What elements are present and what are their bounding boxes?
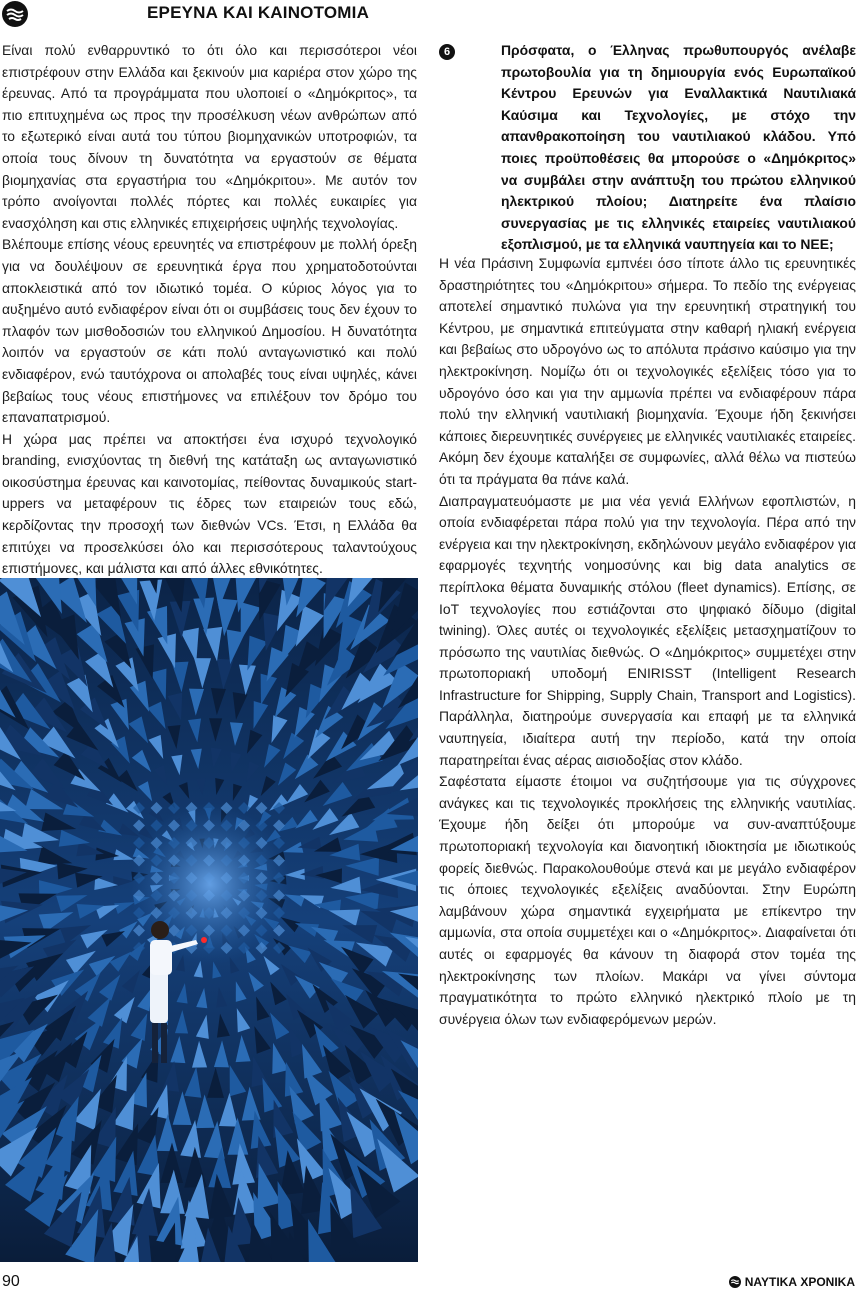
section-title: ΕΡΕΥΝΑ ΚΑΙ ΚΑΙΝΟΤΟΜΙΑ	[147, 3, 370, 22]
paragraph: Σαφέστατα είμαστε έτοιμοι να συζητήσουμε για τις σύγχρονες ανάγκες και τις τεχνολογικές προκλήσεις της ελληνικής ναυτιλίας. Έχουμε ήδη δείξει ότι μπορούμε να συν-αναπτύξουμε πρωτοποριακή τεχνολογία και διανοητική ιδιοκτησία με ιδιωτικούς φορείς διεθνώς. Παρακολουθούμε στενά και με μεγάλο ενδιαφέρον τις όποιες τεχνολογικές εξελίξεις αναδύονται. Στην Ευρώπη λαμβάνουν χώρα σημαντικά εγχειρήματα με επίκεντρο την αμμωνία, στα οποία συμμετέχει και ο «Δημόκριτος». Διαφαίνεται ότι αυτές οι εφαρμογές θα κάνουν τη διαφορά στον τομέα της ηλεκτροκίνησης των πλοίων. Μακάρι να γίνει σύντομα πραγματικότητα το πρώτο ελληνικό ηλεκτρικό πλοίο με τη συνέργεια όλων των ενδιαφερόμενων μερών.	[439, 773, 856, 1027]
paragraph: Η χώρα μας πρέπει να αποκτήσει ένα ισχυρό τεχνολογικό branding, ενισχύοντας τη διεθνή της κατάταξη ως ανταγωνιστικό οικοσύστημα έρευνας και καινοτομίας, πείθοντας δυναμικούς start-uppers να μεταφέρουν τις έδρες των εταιρειών τους εδώ, κερδίζοντας την προσοχή των διεθνών VCs. Έτσι, η Ελλάδα θα επιτύχει να προσελκύσει όλο και περισσότερους ταλαντούχους επιστήμονες, και μάλιστα και από άλλες εθνικότητες.	[2, 430, 417, 577]
page-number: 90	[2, 1273, 20, 1290]
paragraph: Η νέα Πράσινη Συμφωνία εμπνέει όσο τίποτε άλλο τις ερευνητικές δραστηριότητες του «Δημόκριτου» σήμερα. Το πεδίο της ενέργειας αποτελεί σημαντικό πυλώνα για την ερευνητική στρατηγική του Κέντρου, με σημαντικά επιτεύγματα στην καθαρή ηλιακή ενέργεια και βεβαίως στο υδρογόνο ως το απόλυτα πράσινο καύσιμο για την ηλεκτροκίνηση. Νομίζω ότι οι τεχνολογικές εξελίξεις τόσο για το υδρογόνο όσο και για την αμμωνία πρέπει να ενδιαφέρουν πάρα πολύ την ελληνική ναυτιλιακή βιομηχανία. Έχουμε ήδη ξεκινήσει κάποιες διερευνητικές συνέργειες με ελληνικές ναυτιλιακές εταιρείες. Ακόμη δεν έχουμε καταλήξει σε συμφωνίες, αλλά θέλω να πιστεύω ότι τα πράγματα θα πάνε καλά.	[439, 255, 856, 487]
wave-circle-icon	[729, 1276, 741, 1288]
page-header	[0, 0, 857, 30]
paragraph: Είναι πολύ ενθαρρυντικό το ότι όλο και περισσότεροι νέοι επιστρέφουν στην Ελλάδα και ξεκινούν μια καριέρα στον χώρο της έρευνας. Από τα προγράμματα που υλοποιεί ο «Δημόκριτος», τα πιο επιτυχημένα ως προς την προσέλκυση νέων ανθρώπων από το εξωτερικό είναι αυτά του τύπου βιομηχανικών υποτροφιών, τα οποία τους δίνουν τη δυνατότητα να εργαστούν σε θέματα βιομηχανίας στα εργαστήρια του «Δημόκριτου». Με αυτόν τον τρόπο ανοίγονται πολλές πόρτες και πολλές ευκαιρίες για ενασχόληση και στις ελληνικές επιχειρήσεις υψηλής τεχνολογίας.	[2, 42, 417, 231]
anechoic-chamber-photo	[0, 578, 418, 1262]
right-column	[439, 253, 856, 1030]
wave-circle-icon	[2, 1, 28, 27]
left-column	[2, 40, 417, 580]
brand-name: ΝΑΥΤΙΚΑ ΧΡΟΝΙΚΑ	[744, 1275, 855, 1289]
footer-brand	[729, 1275, 855, 1289]
chamber-illustration	[0, 578, 418, 1262]
question-text: Πρόσφατα, ο Έλληνας πρωθυπουργός ανέλαβε πρωτοβουλία για τη δημιουργία ενός Ευρωπαϊκού Κέντρου Ερευνών για Εναλλακτικά Ναυτιλιακά Καύσιμα και Τεχνολογίες, με στόχο την απανθρακοποίηση του ναυτιλιακού κλάδου. Υπό ποιες προϋποθέσεις θα μπορούσε ο «Δημόκριτος» να συμβάλει στην ανάπτυξη του πρώτου ελληνικού ηλεκτρικού πλοίου; Διατηρείτε ένα πλαίσιο συνεργασίας με τις ελληνικές εταιρείες ναυτιλιακού εξοπλισμού, με τα ελληνικά ναυπηγεία και το ΝΕΕ;	[501, 42, 856, 253]
question-number-badge: 6	[439, 44, 455, 60]
paragraph: Βλέπουμε επίσης νέους ερευνητές να επιστρέφουν με πολλή όρεξη για να δουλέψουν σε ερευνητικά έργα που χρηματοδοτούνται αποκλειστικά από τον ιδιωτικό τομέα. Ο κύριος λόγος για το αυξημένο αυτό ενδιαφέρον είναι ότι οι συμβάσεις τους δεν έχουν το πλαφόν των μισθοδοσιών του ελληνικού Δημοσίου. Η δυνατότητα λοιπόν να εργαστούν σε κάτι πολύ ανταγωνιστικό και πολύ ενδιαφέρον, ενώ ταυτόχρονα οι απολαβές τους είναι υψηλές, κάνει βεβαίως τους νέους επιστήμονες να επιλέξουν τον δρόμο του επαναπατρισμού.	[2, 236, 417, 426]
paragraph: Διαπραγματευόμαστε με μια νέα γενιά Ελλήνων εφοπλιστών, η οποία ενδιαφέρεται πάρα πολύ για την τεχνολογία. Πέρα από την ενέργεια και την ηλεκτροκίνηση, εκδηλώνουν μεγάλο ενδιαφέρον για εφαρμογές τεχνητής νοημοσύνης και big data analytics σε περίπλοκα θέματα δυναμικής στόλου (fleet dynamics). Επίσης, σε IoT τεχνολογίες που εστιάζονται στο ψηφιακό δίδυμο (digital twining). Όλες αυτές οι τεχνολογικές εξελίξεις μετασχηματίζουν το πρόσωπο της ναυτιλίας διεθνώς. Ο «Δημόκριτος» συμμετέχει στην πρωτοποριακή υποδομή ENIRISST (Intelligent Research Infrastructure for Shipping, Supply Chain, Transport and Logistics). Παράλληλα, διατηρούμε συνεργασία και επαφή με τα ελληνικά ναυπηγεία, ιδιαίτερα αυτή την περίοδο, κατά την οποία παρατηρείται ένας αέρας αισιοδοξίας στον κλάδο.	[439, 492, 857, 768]
